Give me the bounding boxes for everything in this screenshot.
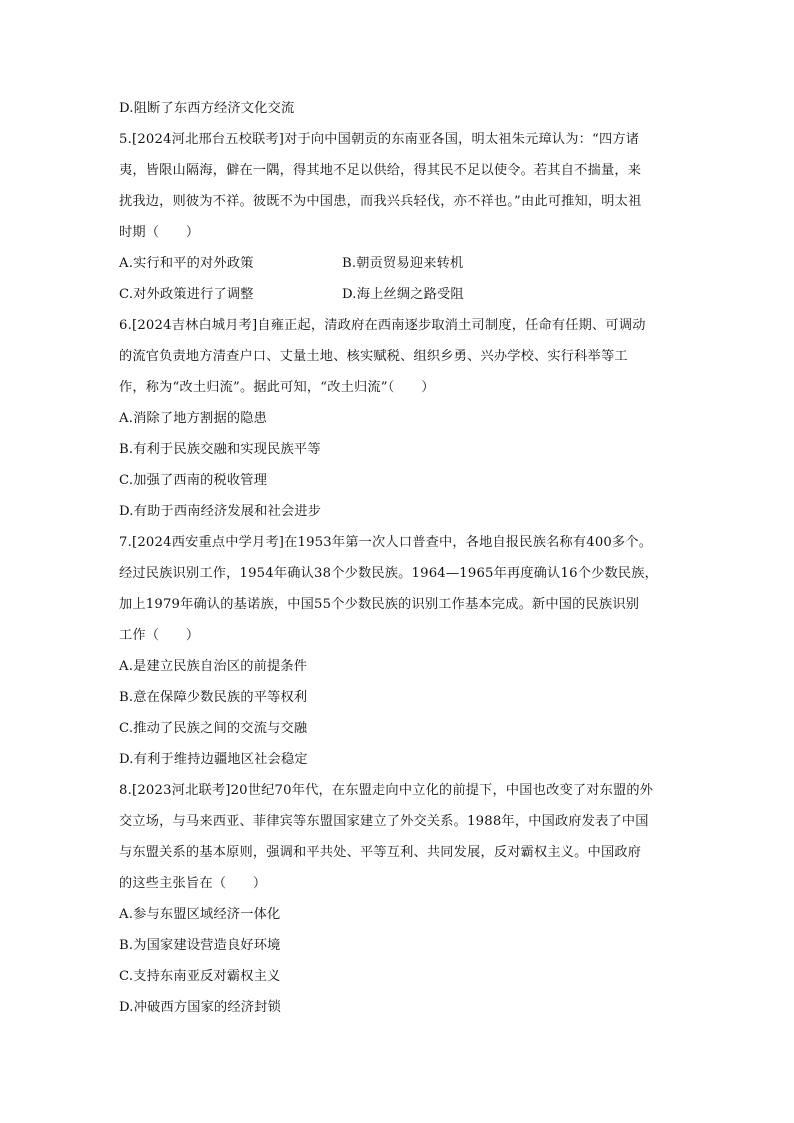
- q5-option-c: C.对外政策进行了调整: [119, 287, 254, 302]
- q6-stem-line-1: 6.[2024吉林白城月考]自雍正起，清政府在西南逐步取消土司制度，任命有任期、可调动: [119, 318, 646, 333]
- q5-option-b: B.朝贡贸易迎来转机: [342, 256, 464, 271]
- q7-option-d: D.有利于维持边疆地区社会稳定: [119, 752, 308, 767]
- q5-stem-line-4: 时期（ ）: [119, 225, 200, 240]
- q8-stem-line-3: 与东盟关系的基本原则，强调和平共处、平等互利、共同发展，反对霸权主义。中国政府: [119, 845, 642, 860]
- q4-option-d: D.阻断了东西方经济文化交流: [119, 101, 295, 116]
- q8-stem-line-4: 的这些主张旨在（ ）: [119, 876, 267, 891]
- q7-stem-line-4: 工作（ ）: [119, 628, 200, 643]
- q8-stem-line-1: 8.[2023河北联考]20世纪70年代，在东盟走向中立化的前提下，中国也改变了对东盟的外: [119, 783, 654, 798]
- q6-option-a: A.消除了地方割据的隐患: [119, 411, 267, 426]
- q7-stem-line-2: 经过民族识别工作，1954年确认38个少数民族。1964—1965年再度确认16个少数民族，: [119, 566, 659, 581]
- q5-stem-line-1: 5.[2024河北邢台五校联考]对于向中国朝贡的东南亚各国，明太祖朱元璋认为：“四方诸: [119, 132, 640, 147]
- q7-stem-line-1: 7.[2024西安重点中学月考]在1953年第一次人口普查中，各地自报民族名称有400多个。: [119, 535, 653, 550]
- q7-stem-line-3: 加上1979年确认的基诺族，中国55个少数民族的识别工作基本完成。新中国的民族识别: [119, 597, 640, 612]
- q7-option-b: B.意在保障少数民族的平等权利: [119, 690, 308, 705]
- q8-option-a: A.参与东盟区域经济一体化: [119, 907, 281, 922]
- q7-option-a: A.是建立民族自治区的前提条件: [119, 659, 308, 674]
- q5-option-d: D.海上丝绸之路受阻: [342, 287, 464, 302]
- q5-option-a: A.实行和平的对外政策: [119, 256, 254, 271]
- q6-stem-line-3: 作，称为“改土归流”。据此可知，“改土归流”（ ）: [119, 380, 435, 395]
- q8-option-b: B.为国家建设营造良好环境: [119, 938, 281, 953]
- q7-option-c: C.推动了民族之间的交流与交融: [119, 721, 308, 736]
- q5-stem-line-3: 扰我边，则彼为不祥。彼既不为中国患，而我兴兵轻伐，亦不祥也。”由此可推知，明太祖: [119, 194, 642, 209]
- q6-option-d: D.有助于西南经济发展和社会进步: [119, 504, 322, 519]
- q6-stem-line-2: 的流官负责地方清查户口、丈量土地、核实赋税、组织乡勇、兴办学校、实行科举等工: [119, 349, 628, 364]
- q8-stem-line-2: 交立场，与马来西亚、菲律宾等东盟国家建立了外交关系。1988年，中国政府发表了中国: [119, 814, 649, 829]
- q8-option-d: D.冲破西方国家的经济封锁: [119, 1000, 281, 1015]
- q6-option-c: C.加强了西南的税收管理: [119, 473, 268, 488]
- q5-stem-line-2: 夷，皆限山隔海，僻在一隅，得其地不足以供给，得其民不足以使令。若其自不揣量，来: [119, 163, 642, 178]
- q6-option-b: B.有利于民族交融和实现民族平等: [119, 442, 321, 457]
- q8-option-c: C.支持东南亚反对霸权主义: [119, 969, 281, 984]
